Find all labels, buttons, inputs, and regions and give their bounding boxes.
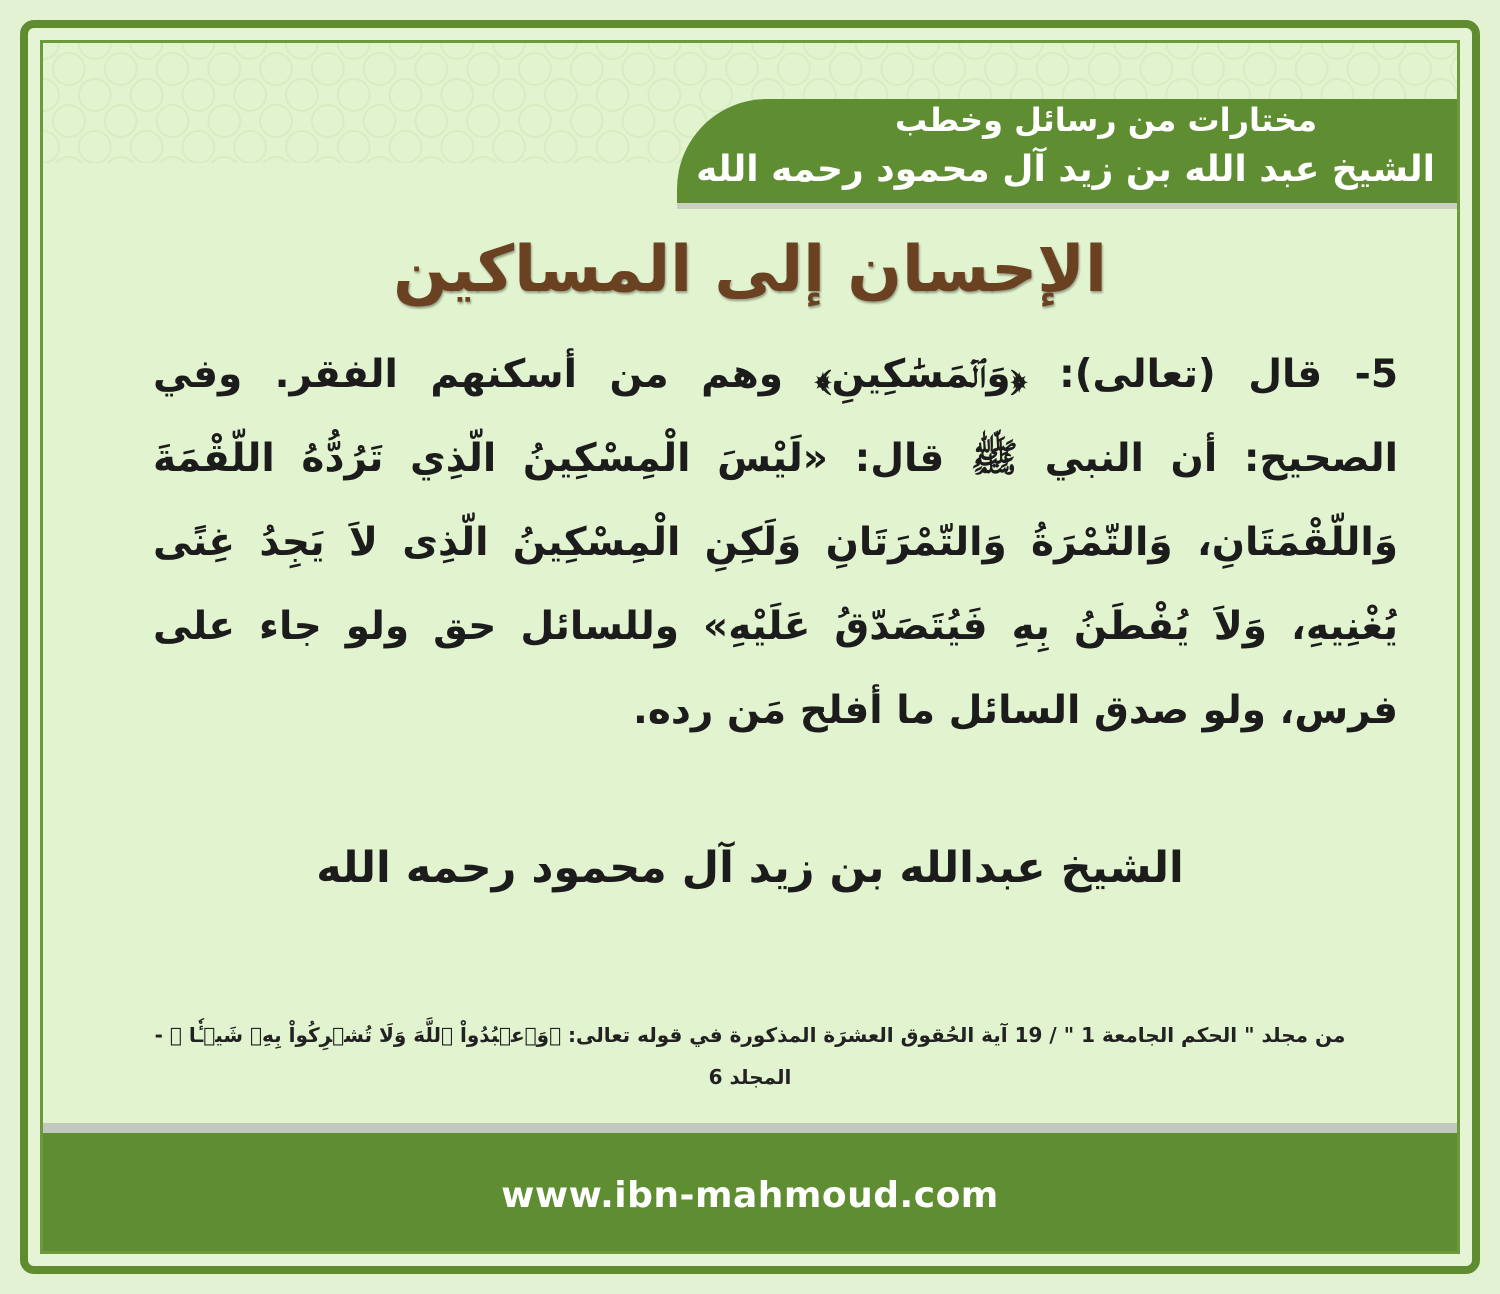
page-title: الإحسان إلى المساكين: [393, 233, 1107, 307]
article-body: 5- قال (تعالى): ﴿وَٱلۡمَسَٰكِينِ﴾ وهم من أسكنهم الفقر. وفي الصحيح: أن النبي ﷺ قال: «لَيْسَ الْمِسْكِينُ الّذِي تَرُدُّهُ اللّقْمَةَ وَاللّقْمَتَانِ، وَالتّمْرَةُ وَالتّمْرَتَانِ وَلَكِنِ الْمِسْكِينُ الّذِى لاَ يَجِدُ غِنًى يُغْنِيهِ، وَلاَ يُفْطَنُ بِهِ فَيُتَصَدّقُ عَلَيْهِ» وللسائل حق ولو جاء على فرس، ولو صدق السائل ما أفلح مَن رده.: [153, 352, 1398, 733]
header-author-name: الشيخ عبد الله بن زيد آل محمود رحمه الله: [696, 149, 1435, 190]
author-signature: الشيخ عبدالله بن زيد آل محمود رحمه الله: [316, 843, 1184, 893]
source-reference: من مجلد " الحكم الجامعة 1 " / 19 آية الحُقوق العشرَة المذكورة في قوله تعالى: ﴿وَٱعۡبُدُواْ ٱللَّهَ وَلَا تُشۡرِكُواْ بِهِۦ شَيۡـٔٗا ﴾ -: [154, 1023, 1346, 1047]
website-link[interactable]: www.ibn-mahmoud.com: [501, 1174, 999, 1216]
source-volume: المجلد 6: [708, 1065, 792, 1089]
header-collection-title: مختارات من رسائل وخطب: [894, 101, 1317, 139]
footer-divider: [43, 1123, 1457, 1133]
content-card: [40, 40, 1460, 1254]
footer-band: [43, 1133, 1457, 1254]
header-band: [677, 99, 1457, 203]
